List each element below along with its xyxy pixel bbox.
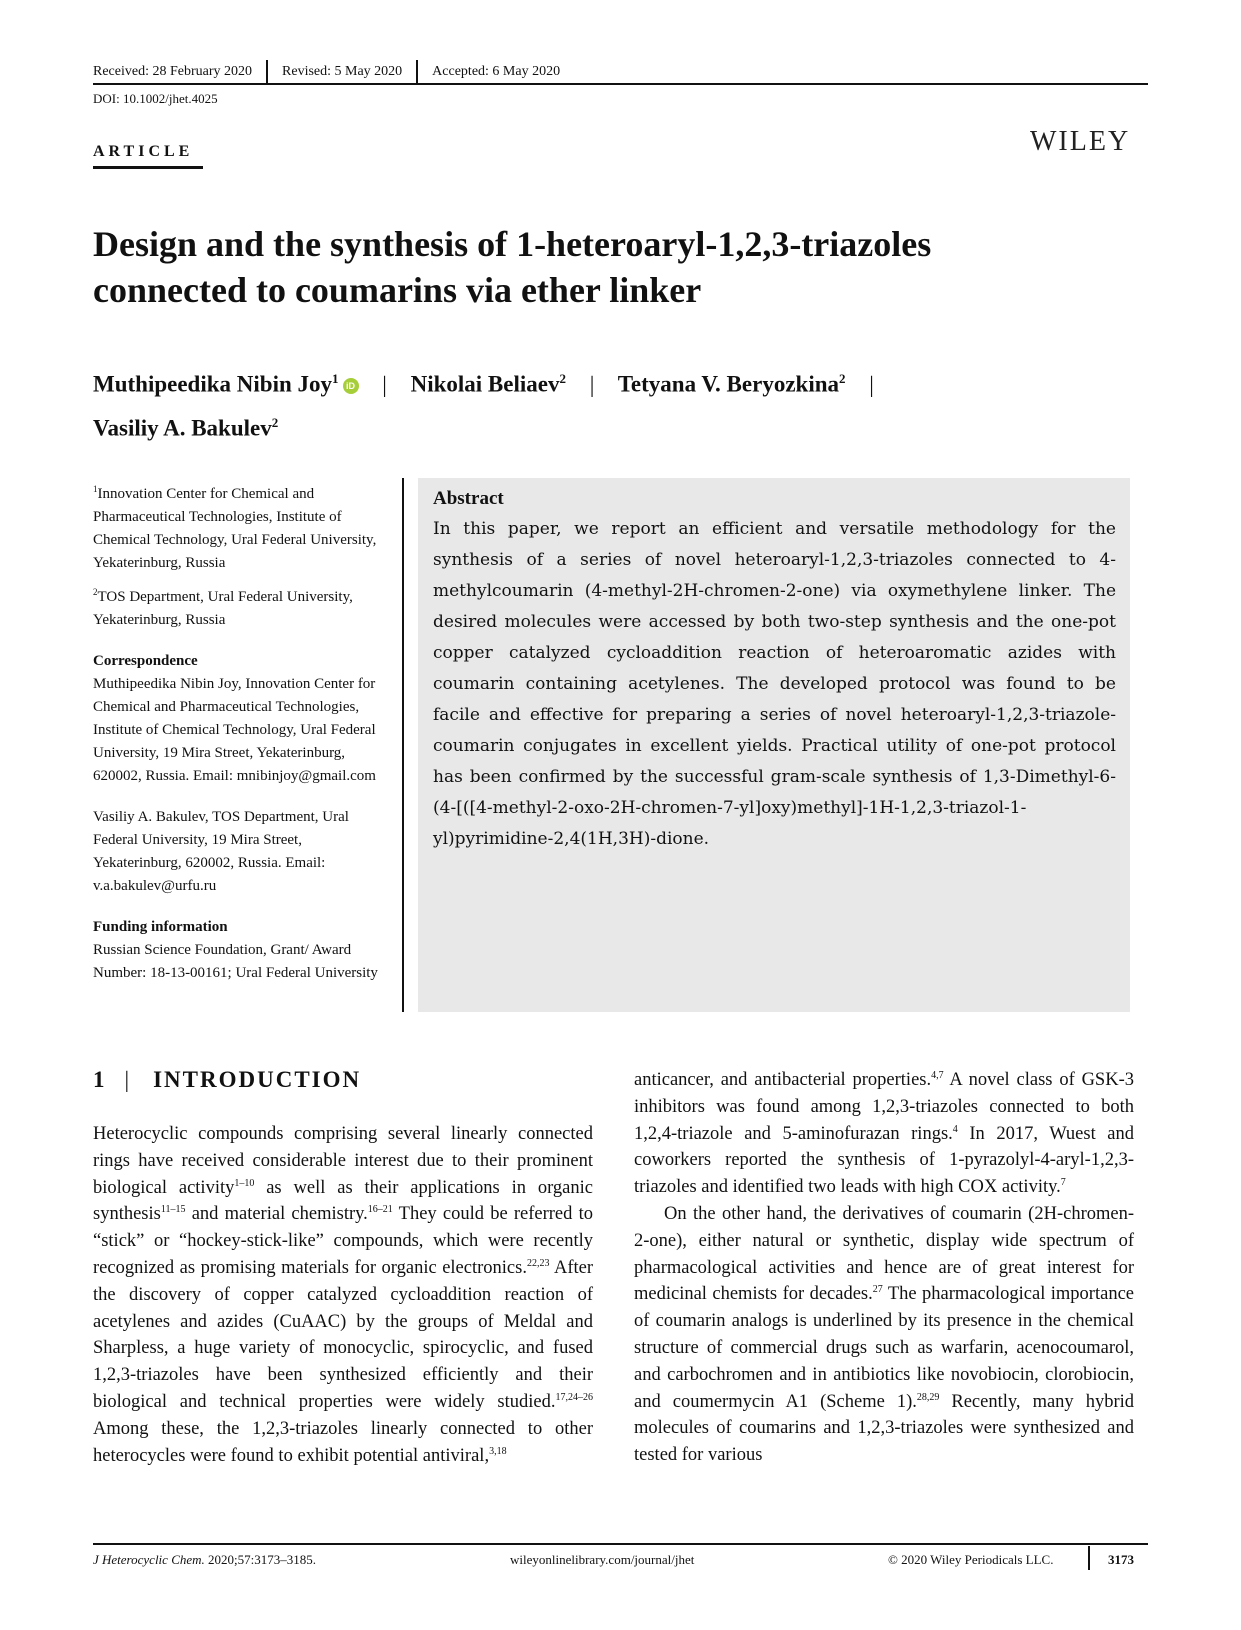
copyright: © 2020 Wiley Periodicals LLC.	[888, 1552, 1054, 1567]
correspondence-entry: Muthipeedika Nibin Joy, Innovation Center for Chemical and Pharmaceutical Technologies, Institute of Chemical Technology, Ural Federal University, 19 Mira Street, Yekaterinburg, 620002, Russia. Email: mnibinjoy@gmail.com	[93, 676, 376, 784]
citation-ref[interactable]: 4	[952, 1123, 958, 1135]
body-text-run: After the discovery of copper catalyzed cycloaddition reaction of acetylenes and azides (CuAAC) by the groups of Meldal and Sharpless, a huge variety of monocyclic, spirocyclic, and fused 1,2,3-triazoles have been synthesized efficiently and their biological and technical properties were widely studied.	[93, 1257, 593, 1412]
article-dates	[93, 60, 560, 84]
affiliation	[93, 581, 393, 632]
funding-heading: Funding information	[93, 919, 228, 935]
citation-ref[interactable]: 11–15	[160, 1204, 186, 1216]
affiliation-marker: 2	[559, 371, 566, 386]
body-text-run: They could be referred to “stick” or “hockey-stick-like” compounds, which were recently recognized as promising materials for organic electronics.	[93, 1204, 593, 1278]
body-text-run: Recently, many hybrid molecules of coumarins and 1,2,3-triazoles were synthesized and tested for various	[634, 1391, 1134, 1466]
author-separator: |	[869, 371, 874, 397]
correspondence-heading: Correspondence	[93, 653, 198, 669]
abstract-heading: Abstract	[433, 488, 504, 509]
author-list	[93, 360, 1148, 447]
journal-name: J Heterocyclic Chem.	[93, 1552, 205, 1567]
author-name[interactable]: Tetyana V. Beryozkina	[617, 371, 839, 397]
body-text-run: anticancer, and antibacterial properties.	[634, 1070, 932, 1090]
citation-info: 2020;57:3173–3185.	[204, 1552, 317, 1567]
doi[interactable]: DOI: 10.1002/jhet.4025	[93, 91, 218, 106]
author-name[interactable]: Nikolai Beliaev	[410, 371, 560, 397]
section-heading	[93, 1067, 361, 1093]
column-divider	[402, 478, 404, 1012]
body-text-run: as well as their applications in organic synthesis	[93, 1177, 593, 1225]
author-separator: |	[382, 371, 387, 397]
body-column-left	[93, 1121, 593, 1469]
citation-ref[interactable]: 22,23	[526, 1257, 550, 1269]
citation-ref[interactable]: 7	[1060, 1177, 1066, 1189]
funding-text: Russian Science Foundation, Grant/ Award Number: 18-13-00161; Ural Federal University	[93, 942, 378, 981]
citation-ref[interactable]: 3,18	[489, 1445, 507, 1457]
body-paragraph	[93, 1121, 593, 1469]
body-paragraph	[634, 1201, 1134, 1469]
section-separator: |	[124, 1067, 132, 1092]
section-number: 1	[93, 1067, 107, 1092]
author-separator: |	[589, 371, 595, 397]
publisher-logo: WILEY	[1030, 126, 1131, 157]
body-text-run: The pharmacological importance of coumarin analogs is underlined by its presence in the chemical structure of commercial drugs such as warfarin, acenocoumarol, and carbochromen and in antibiotics like novobiocin, clorobiocin, and coumermycin A1 (Scheme 1).	[634, 1284, 1134, 1412]
author-name[interactable]: Vasiliy A. Bakulev	[93, 415, 272, 441]
affiliation-text: TOS Department, Ural Federal University, Yekaterinburg, Russia	[93, 589, 353, 628]
citation-ref[interactable]: 4,7	[931, 1069, 944, 1081]
affiliation-number: 1	[93, 484, 98, 494]
affiliation-marker: 2	[839, 371, 846, 386]
article-title: Design and the synthesis of 1-heteroaryl-1,2,3-triazoles connected to coumarins via ether linker	[93, 224, 932, 310]
journal-citation	[93, 1552, 316, 1568]
body-paragraph	[634, 1067, 1134, 1201]
article-info-column	[93, 478, 393, 985]
header-rule	[93, 83, 1148, 85]
divider	[416, 60, 418, 84]
body-column-right	[634, 1067, 1134, 1469]
affiliation-text: Innovation Center for Chemical and Pharmaceutical Technologies, Institute of Chemical Technology, Ural Federal University, Yekaterinburg, Russia	[93, 486, 377, 571]
body-text-run: Heterocyclic compounds comprising several linearly connected rings have received considerable interest due to their prominent biological activity	[93, 1124, 593, 1198]
article-type-label: ARTICLE	[93, 143, 194, 160]
divider	[266, 60, 268, 84]
citation-ref[interactable]: 17,24–26	[555, 1391, 593, 1403]
footer-rule	[93, 1543, 1148, 1545]
body-text-run: In 2017, Wuest and coworkers reported the synthesis of 1-pyrazolyl-4-aryl-1,2,3-triazoles and identified two leads with high COX activity.	[634, 1123, 1134, 1198]
affiliation	[93, 478, 393, 575]
journal-url[interactable]: wileyonlinelibrary.com/journal/jhet	[510, 1552, 695, 1567]
page-number: 3173	[1108, 1552, 1134, 1567]
footer-divider	[1088, 1546, 1090, 1570]
citation-ref[interactable]: 16–21	[367, 1204, 393, 1216]
abstract-text: In this paper, we report an efficient and versatile methodology for the synthesis of a series of novel heteroaryl-1,2,3-triazoles connected to 4-methylcoumarin (4-methyl-2H-chromen-2-one) via oxymethylene linker. The desired molecules were accessed by both two-step synthesis and the one-pot copper catalyzed cycloaddition reaction of heteroaromatic azides with coumarin containing acetylenes. The developed protocol was found to be facile and effective for preparing a series of novel heteroaryl-1,2,3-triazole-coumarin conjugates in excellent yields. Practical utility of one-pot protocol has been confirmed by the successful gram-scale synthesis of 1,3-Dimethyl-6-(4-[([4-methyl-2-oxo-2H-chromen-7-yl]oxy)methyl]-1H-1,2,3-triazol-1-yl)pyrimidine-2,4(1H,3H)-dione.	[433, 519, 1116, 849]
body-text-run: On the other hand, the derivatives of coumarin (2H-chromen-2-one), either natural or synthetic, display wide spectrum of pharmacological activities and hence are of great interest for medicinal chemists for decades.	[634, 1203, 1134, 1305]
section-title: INTRODUCTION	[153, 1067, 362, 1092]
citation-ref[interactable]: 27	[872, 1284, 883, 1296]
affiliation-number: 2	[93, 587, 98, 597]
accepted-date: Accepted: 6 May 2020	[432, 64, 561, 79]
correspondence-entry: Vasiliy A. Bakulev, TOS Department, Ural Federal University, 19 Mira Street, Yekaterinburg, 620002, Russia. Email: v.a.bakulev@urfu.ru	[93, 809, 349, 894]
body-text-run: Among these, the 1,2,3-triazoles linearly connected to other heterocycles were found to exhibit potential antiviral,	[93, 1418, 593, 1466]
abstract-box	[418, 478, 1130, 1012]
affiliation-marker: 1	[332, 371, 339, 386]
body-text-run: A novel class of GSK-3 inhibitors was found among 1,2,3-triazoles connected to both 1,2,4-triazole and 5-aminofurazan rings.	[634, 1070, 1134, 1144]
body-text-run: and material chemistry.	[185, 1204, 368, 1225]
affiliation-marker: 2	[271, 414, 279, 430]
orcid-icon[interactable]: iD	[343, 378, 359, 394]
received-date: Received: 28 February 2020	[93, 64, 253, 79]
author-name[interactable]: Muthipeedika Nibin Joy	[93, 371, 332, 397]
citation-ref[interactable]: 28,29	[916, 1391, 940, 1403]
article-label-underline	[93, 166, 203, 169]
citation-ref[interactable]: 1–10	[234, 1177, 255, 1189]
revised-date: Revised: 5 May 2020	[282, 64, 403, 79]
